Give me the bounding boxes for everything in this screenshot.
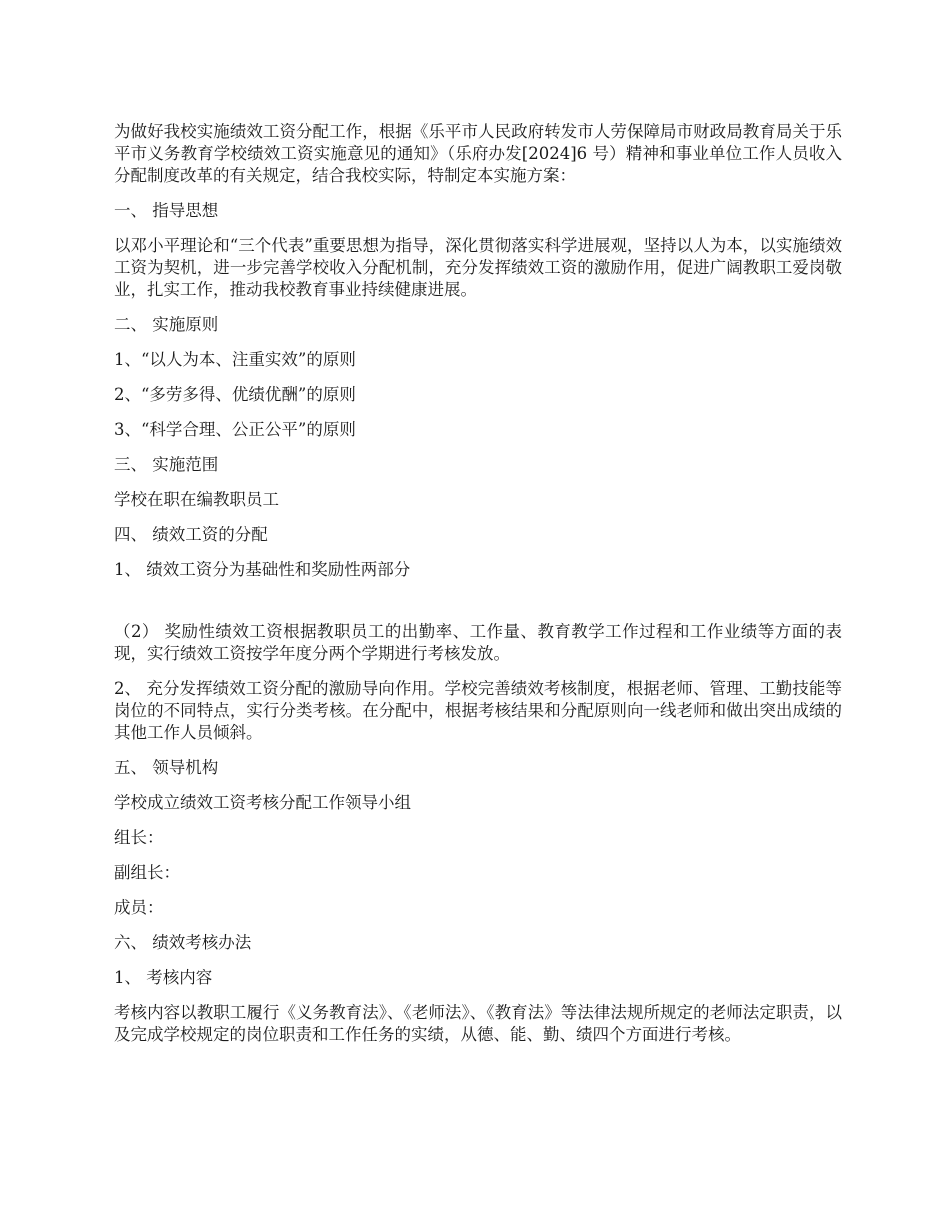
principle-item: 3、“科学合理、公正公平”的原则 (114, 420, 356, 439)
blank-gap (114, 594, 842, 621)
principle-item: 1、“以人为本、注重实效”的原则 (114, 350, 356, 369)
assessment-paragraph: 考核内容以教职工履行《义务教育法》、《老师法》、《教育法》等法律法规所规定的老师法定职责，以及完成学校规定的岗位职责和工作任务的实绩，从德、能、勤、绩四个方面进行考核。 (114, 1003, 842, 1044)
distribution-item: （2） 奖励性绩效工资根据教职员工的出勤率、工作量、教育教学工作过程和工作业绩等方面的表现，实行绩效工资按学年度分两个学期进行考核发放。 (114, 622, 842, 663)
section-heading-assessment: 六、 绩效考核办法 (114, 933, 252, 952)
principle-item: 2、“多劳多得、优绩优酬”的原则 (114, 385, 356, 404)
section-heading-guiding-ideology: 一、 指导思想 (114, 201, 219, 220)
deputy-leader-field: 副组长： (114, 863, 180, 882)
members-field: 成员： (114, 898, 164, 917)
distribution-item: 1、 绩效工资分为基础性和奖励性两部分 (114, 560, 411, 579)
section-heading-distribution: 四、 绩效工资的分配 (114, 525, 268, 544)
section-heading-principles: 二、 实施原则 (114, 315, 219, 334)
distribution-item: 2、 充分发挥绩效工资分配的激励导向作用。学校完善绩效考核制度，根据老师、管理、工勤技能等岗位的不同特点，实行分类考核。在分配中，根据考核结果和分配原则向一线老师和做出突出成绩的其他工作人员倾斜。 (114, 679, 842, 742)
section-heading-leadership: 五、 领导机构 (114, 758, 219, 777)
section-heading-scope: 三、 实施范围 (114, 455, 219, 474)
guiding-ideology-paragraph: 以邓小平理论和“三个代表”重要思想为指导，深化贯彻落实科学进展观，坚持以人为本，以实施绩效工资为契机，进一步完善学校收入分配机制，充分发挥绩效工资的激励作用，促进广阔教职工爱岗敬业，扎实工作，推动我校教育事业持续健康进展。 (114, 236, 842, 299)
assessment-item: 1、 考核内容 (114, 968, 213, 987)
leadership-paragraph: 学校成立绩效工资考核分配工作领导小组 (114, 793, 411, 812)
intro-paragraph: 为做好我校实施绩效工资分配工作，根据《乐平市人民政府转发市人劳保障局市财政局教育局关于乐平市义务教育学校绩效工资实施意见的通知》（乐府办发[2024]6 号）精神和事业单位工作人员收入分配制度改革的有关规定，结合我校实际，特制定本实施方案： (114, 122, 842, 185)
document-body (114, 121, 842, 1059)
scope-paragraph: 学校在职在编教职员工 (114, 490, 279, 509)
leader-field: 组长： (114, 828, 164, 847)
